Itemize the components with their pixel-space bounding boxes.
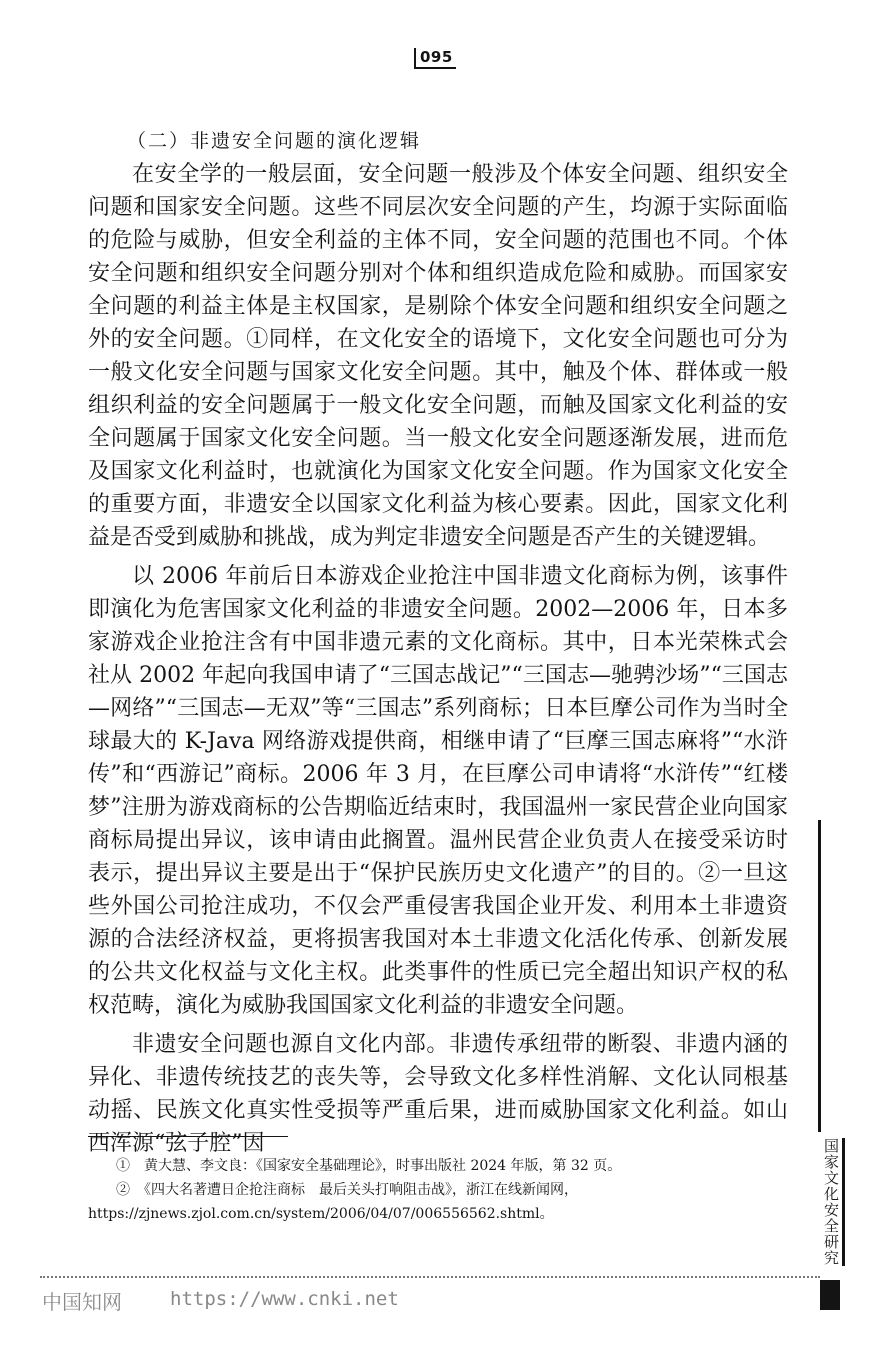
paragraph: 以 2006 年前后日本游戏企业抢注中国非遗文化商标为例，该事件即演化为危害国家文化利益的非遗安全问题。2002—2006 年，日本多家游戏企业抢注含有中国非遗元素的文化商标。其中，日本光荣株式会社从 2002 年起向我国申请了“三国志战记”“三国志—驰骋沙场”“三国志—网络”“三国志—无双”等“三国志”系列商标；日本巨摩公司作为当时全球最大的 K-Java 网络游戏提供商，相继申请了“巨摩三国志麻将”“水浒传”和“西游记”商标。2006 年 3 月，在巨摩公司申请将“水浒传”“红楼梦”注册为游戏商标的公告期临近结束时，我国温州一家民营企业向国家商标局提出异议，该申请由此搁置。温州民营企业负责人在接受采访时表示，提出异议主要是出于“保护民族历史文化遗产”的目的。②一旦这些外国公司抢注成功，不仅会严重侵害我国企业开发、利用本土非遗资源的合法经济权益，更将损害我国对本土非遗文化活化传承、创新发展的公共文化权益与文化主权。此类事件的性质已完全超出知识产权的私权范畴，演化为威胁我国国家文化利益的非遗安全问题。 [88,564,788,1018]
footnotes [88,1154,788,1226]
section-heading: （二）非遗安全问题的演化逻辑 [127,130,422,152]
side-rule [818,820,821,1132]
page-number: 095 [414,48,456,69]
watermark-url: https://www.cnki.net [170,1288,399,1310]
dotted-divider [40,1276,820,1278]
side-tab-marker [820,1280,840,1310]
footnote: ② 《四大名著遭日企抢注商标 最后关头打响阻击战》，浙江在线新闻网，https://zjnews.zjol.com.cn/system/2006/04/07/006556562.shtml。 [88,1182,578,1222]
footnote-divider [88,1136,288,1137]
footnote: ① 黄大慧、李文良：《国家安全基础理论》，时事出版社 2024 年版，第 32 页。 [116,1158,622,1174]
side-running-title: 国家文化安全研究 [818,1138,845,1266]
body-text [88,158,788,1166]
watermark-cnki: 中国知网 [42,1290,122,1314]
paragraph: 非遗安全问题也源自文化内部。非遗传承纽带的断裂、非遗内涵的异化、非遗传统技艺的丧失等，会导致文化多样性消解、文化认同根基动摇、民族文化真实性受损等严重后果，进而威胁国家文化利益。如山西浑源“弦子腔”因 [88,1032,788,1156]
paragraph: 在安全学的一般层面，安全问题一般涉及个体安全问题、组织安全问题和国家安全问题。这些不同层次安全问题的产生，均源于实际面临的危险与威胁，但安全利益的主体不同，安全问题的范围也不同。个体安全问题和组织安全问题分别对个体和组织造成危险和威胁。而国家安全问题的利益主体是主权国家，是剔除个体安全问题和组织安全问题之外的安全问题。①同样，在文化安全的语境下，文化安全问题也可分为一般文化安全问题与国家文化安全问题。其中，触及个体、群体或一般组织利益的安全问题属于一般文化安全问题，而触及国家文化利益的安全问题属于国家文化安全问题。当一般文化安全问题逐渐发展，进而危及国家文化利益时，也就演化为国家文化安全问题。作为国家文化安全的重要方面，非遗安全以国家文化利益为核心要素。因此，国家文化利益是否受到威胁和挑战，成为判定非遗安全问题是否产生的关键逻辑。 [88,162,788,550]
